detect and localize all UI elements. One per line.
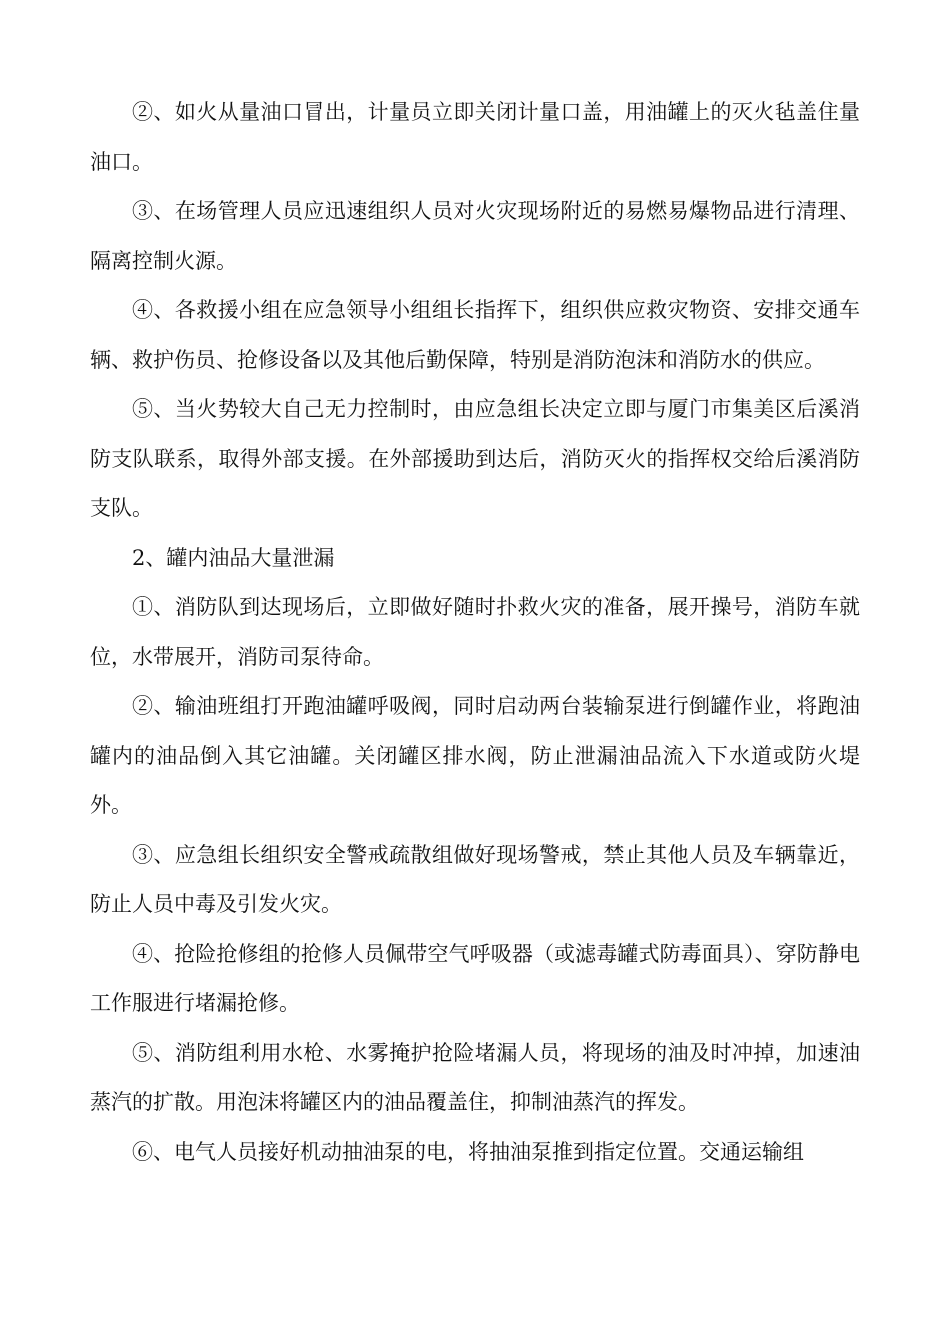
document-page [90,88,860,1177]
paragraph-leak-repair: ④、抢险抢修组的抢修人员佩带空气呼吸器（或滤毒罐式防毒面具）、穿防静电工作服进行堵漏抢修。 [90,941,860,1015]
paragraph-security-cordon: ③、应急组长组织安全警戒疏散组做好现场警戒，禁止其他人员及车辆靠近，防止人员中毒及引发火灾。 [90,842,860,916]
paragraph-rescue-teams-logistics: ④、各救援小组在应急领导小组组长指挥下，组织供应救灾物资、安排交通车辆、救护伤员、抢修设备以及其他后勤保障，特别是消防泡沫和消防水的供应。 [90,298,860,372]
paragraph-fire-at-gauge-hatch: ②、如火从量油口冒出，计量员立即关闭计量口盖，用油罐上的灭火毡盖住量油口。 [90,100,860,174]
paragraph-external-fire-support: ⑤、当火势较大自己无力控制时，由应急组长决定立即与厦门市集美区后溪消防支队联系，取得外部支援。在外部援助到达后，消防灭火的指挥权交给后溪消防支队。 [90,397,860,520]
paragraph-clear-flammables: ③、在场管理人员应迅速组织人员对火灾现场附近的易燃易爆物品进行清理、隔离控制火源。 [90,199,860,273]
paragraph-fire-brigade-ready: ①、消防队到达现场后，立即做好随时扑救火灾的准备，展开操号，消防车就位，水带展开，消防司泵待命。 [90,595,860,669]
section-heading-tank-leak: 2、罐内油品大量泄漏 [132,545,335,570]
paragraph-electrical-pump: ⑥、电气人员接好机动抽油泵的电，将抽油泵推到指定位置。交通运输组 [132,1139,804,1164]
paragraph-water-foam-cover: ⑤、消防组利用水枪、水雾掩护抢险堵漏人员，将现场的油及时冲掉，加速油蒸汽的扩散。用泡沫将罐区内的油品覆盖住，抑制油蒸汽的挥发。 [90,1040,860,1114]
paragraph-transfer-oil: ②、输油班组打开跑油罐呼吸阀，同时启动两台装输泵进行倒罐作业，将跑油罐内的油品倒入其它油罐。关闭罐区排水阀，防止泄漏油品流入下水道或防火堤外。 [90,694,860,817]
